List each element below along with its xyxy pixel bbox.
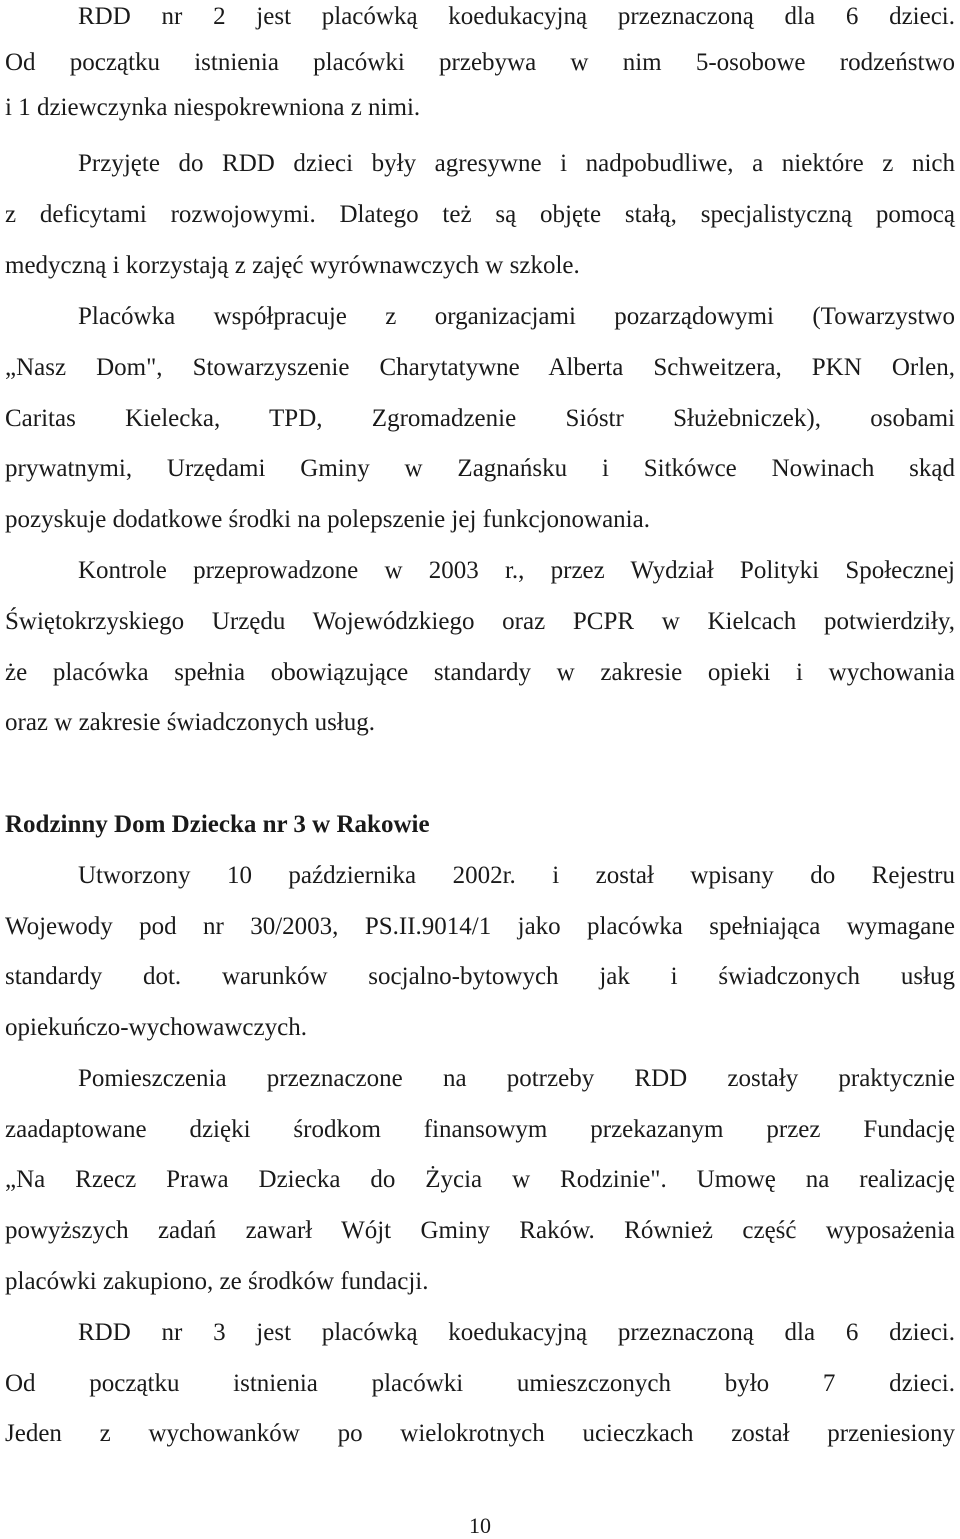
paragraph-line: Jeden z wychowanków po wielokrotnych ucieczkach został przeniesiony: [5, 1420, 955, 1447]
paragraph-line: Pomieszczenia przeznaczone na potrzeby RDD zostały praktycznie: [78, 1065, 955, 1092]
paragraph-line: powyższych zadań zawarł Wójt Gminy Raków. Również część wyposażenia: [5, 1217, 955, 1244]
paragraph-line: oraz w zakresie świadczonych usług.: [5, 709, 375, 736]
paragraph-line: Wojewody pod nr 30/2003, PS.II.9014/1 jako placówka spełniająca wymagane: [5, 913, 955, 940]
paragraph-line: Utworzony 10 października 2002r. i został wpisany do Rejestru: [78, 862, 955, 889]
paragraph-line: standardy dot. warunków socjalno-bytowych jak i świadczonych usług: [5, 963, 955, 990]
paragraph-line: pozyskuje dodatkowe środki na polepszenie jej funkcjonowania.: [5, 506, 650, 533]
paragraph-line: Świętokrzyskiego Urzędu Wojewódzkiego oraz PCPR w Kielcach potwierdziły,: [5, 608, 955, 635]
paragraph-line: placówki zakupiono, ze środków fundacji.: [5, 1268, 429, 1295]
paragraph-line: z deficytami rozwojowymi. Dlatego też są objęte stałą, specjalistyczną pomocą: [5, 201, 955, 228]
paragraph-line: że placówka spełnia obowiązujące standardy w zakresie opieki i wychowania: [5, 659, 955, 686]
paragraph-line: Od początku istnienia placówki przebywa w nim 5-osobowe rodzeństwo: [5, 49, 955, 76]
page-number: 10: [469, 1513, 491, 1538]
paragraph-line: prywatnymi, Urzędami Gminy w Zagnańsku i Sitkówce Nowinach skąd: [5, 455, 955, 482]
paragraph-line: opiekuńczo-wychowawczych.: [5, 1014, 307, 1041]
paragraph-line: RDD nr 3 jest placówką koedukacyjną przeznaczoną dla 6 dzieci.: [78, 1319, 955, 1346]
section-heading: Rodzinny Dom Dziecka nr 3 w Rakowie: [5, 811, 430, 838]
paragraph-line: Caritas Kielecka, TPD, Zgromadzenie Sióstr Służebniczek), osobami: [5, 405, 955, 432]
paragraph-line: „Nasz Dom", Stowarzyszenie Charytatywne Alberta Schweitzera, PKN Orlen,: [5, 354, 955, 381]
paragraph-line: medyczną i korzystają z zajęć wyrównawczych w szkole.: [5, 252, 580, 279]
paragraph-line: „Na Rzecz Prawa Dziecka do Życia w Rodzinie". Umowę na realizację: [5, 1166, 955, 1193]
paragraph-line: Placówka współpracuje z organizacjami pozarządowymi (Towarzystwo: [78, 303, 955, 330]
paragraph-line: zaadaptowane dzięki środkom finansowym przekazanym przez Fundację: [5, 1116, 955, 1143]
paragraph-line: Od początku istnienia placówki umieszczonych było 7 dzieci.: [5, 1370, 955, 1397]
paragraph-line: i 1 dziewczynka niespokrewniona z nimi.: [5, 94, 421, 121]
paragraph-line: RDD nr 2 jest placówką koedukacyjną przeznaczoną dla 6 dzieci.: [78, 3, 955, 30]
paragraph-line: Kontrole przeprowadzone w 2003 r., przez Wydział Polityki Społecznej: [78, 557, 955, 584]
paragraph-line: Przyjęte do RDD dzieci były agresywne i nadpobudliwe, a niektóre z nich: [78, 150, 955, 177]
